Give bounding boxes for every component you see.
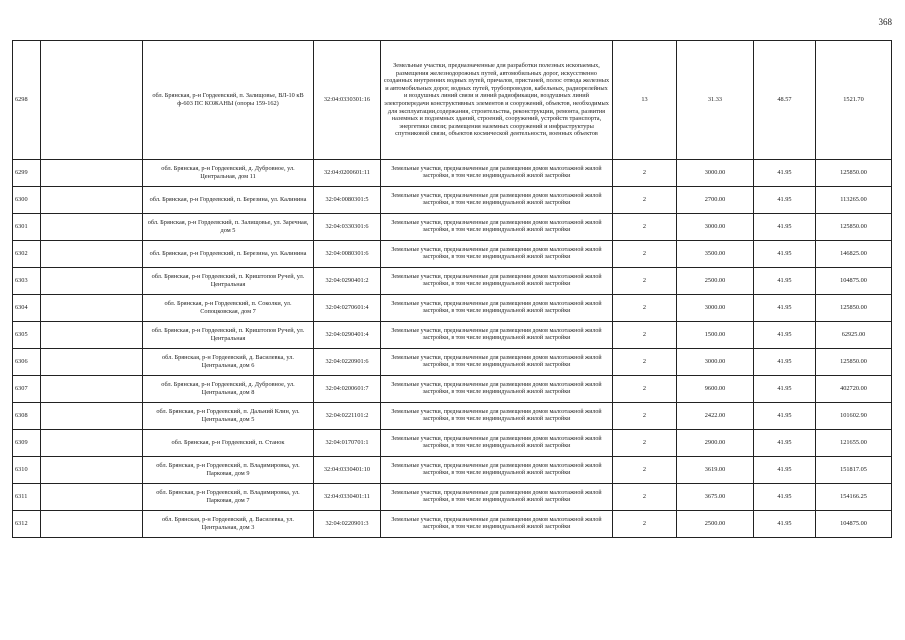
land-registry-table <box>12 40 892 538</box>
cell-address: обл. Брянская, р-н Гордеевский, д. Василевка, ул. Центральная, дом 3 <box>143 511 314 538</box>
cell-cadastral-value: 113265.00 <box>816 187 892 214</box>
cell-specific-value: 41.95 <box>754 241 816 268</box>
cell-cadastral-value: 125850.00 <box>816 214 892 241</box>
cell-cadastral-number: 32:04:0330401:11 <box>314 484 381 511</box>
cell-area: 2900.00 <box>677 430 754 457</box>
cell-cadastral-value: 104875.00 <box>816 268 892 295</box>
cell-record-number: 6309 <box>13 430 41 457</box>
cell-permitted-use: Земельные участки, предназначенные для размещения домов малоэтажной жилой застройки, в том числе индивидуальной жилой застройки <box>381 484 613 511</box>
table-row <box>13 511 892 538</box>
table-row <box>13 484 892 511</box>
cell-record-number: 6301 <box>13 214 41 241</box>
cell-address: обл. Брянская, р-н Гордеевский, п. Криштопов Ручей, ул. Центральная <box>143 322 314 349</box>
table-row <box>13 430 892 457</box>
cell-use-group-code: 2 <box>613 214 677 241</box>
cell-specific-value: 41.95 <box>754 295 816 322</box>
cell-cadastral-number: 32:04:0330301:6 <box>314 214 381 241</box>
cell-record-number: 6298 <box>13 41 41 160</box>
table-row <box>13 187 892 214</box>
table-row <box>13 268 892 295</box>
cell-address: обл. Брянская, р-н Гордеевский, п. Криштопов Ручей, ул. Центральная <box>143 268 314 295</box>
table-body <box>13 41 892 538</box>
cell-specific-value: 41.95 <box>754 484 816 511</box>
table-row <box>13 322 892 349</box>
cell-area: 3500.00 <box>677 241 754 268</box>
table-row <box>13 403 892 430</box>
cell-cadastral-value: 151817.05 <box>816 457 892 484</box>
cell-cadastral-number: 32:04:0080301:6 <box>314 241 381 268</box>
cell-record-number: 6311 <box>13 484 41 511</box>
cell-cadastral-number: 32:04:0330301:16 <box>314 41 381 160</box>
cell-cadastral-number: 32:04:0220901:6 <box>314 349 381 376</box>
cell-specific-value: 41.95 <box>754 322 816 349</box>
cell-specific-value: 41.95 <box>754 376 816 403</box>
cell-use-group-code: 2 <box>613 322 677 349</box>
cell-permitted-use: Земельные участки, предназначенные для размещения домов малоэтажной жилой застройки, в том числе индивидуальной жилой застройки <box>381 511 613 538</box>
table-row <box>13 160 892 187</box>
cell-empty <box>41 41 143 160</box>
cell-empty <box>41 403 143 430</box>
cell-address: обл. Брянская, р-н Гордеевский, п. Березина, ул. Калинина <box>143 241 314 268</box>
cell-empty <box>41 484 143 511</box>
cell-empty <box>41 349 143 376</box>
cell-cadastral-number: 32:04:0170701:1 <box>314 430 381 457</box>
cell-address: обл. Брянская, р-н Гордеевский, п. Березина, ул. Калинина <box>143 187 314 214</box>
cell-record-number: 6308 <box>13 403 41 430</box>
cell-cadastral-number: 32:04:0080301:5 <box>314 187 381 214</box>
cell-cadastral-value: 62925.00 <box>816 322 892 349</box>
cell-cadastral-number: 32:04:0220901:3 <box>314 511 381 538</box>
cell-address: обл. Брянская, р-н Гордеевский, п. Залищовье, ул. Заречная, дом 5 <box>143 214 314 241</box>
cell-use-group-code: 2 <box>613 376 677 403</box>
cell-cadastral-value: 121655.00 <box>816 430 892 457</box>
cell-specific-value: 41.95 <box>754 403 816 430</box>
cell-specific-value: 41.95 <box>754 268 816 295</box>
cell-permitted-use: Земельные участки, предназначенные для размещения домов малоэтажной жилой застройки, в том числе индивидуальной жилой застройки <box>381 160 613 187</box>
cell-empty <box>41 295 143 322</box>
cell-use-group-code: 2 <box>613 295 677 322</box>
cell-area: 2500.00 <box>677 511 754 538</box>
cell-permitted-use: Земельные участки, предназначенные для размещения домов малоэтажной жилой застройки, в том числе индивидуальной жилой застройки <box>381 295 613 322</box>
cell-cadastral-value: 125850.00 <box>816 349 892 376</box>
cell-cadastral-value: 154166.25 <box>816 484 892 511</box>
cell-cadastral-value: 125850.00 <box>816 295 892 322</box>
cell-cadastral-value: 125850.00 <box>816 160 892 187</box>
table-row <box>13 241 892 268</box>
cell-use-group-code: 2 <box>613 268 677 295</box>
cell-permitted-use: Земельные участки, предназначенные для размещения домов малоэтажной жилой застройки, в том числе индивидуальной жилой застройки <box>381 430 613 457</box>
cell-area: 2500.00 <box>677 268 754 295</box>
cell-area: 2422.00 <box>677 403 754 430</box>
cell-address: обл. Брянская, р-н Гордеевский, п. Владимировка, ул. Парковая, дом 7 <box>143 484 314 511</box>
cell-address: обл. Брянская, р-н Гордеевский, п. Соколки, ул. Сопоцковская, дом 7 <box>143 295 314 322</box>
cell-permitted-use: Земельные участки, предназначенные для размещения домов малоэтажной жилой застройки, в том числе индивидуальной жилой застройки <box>381 241 613 268</box>
cell-area: 1500.00 <box>677 322 754 349</box>
cell-specific-value: 41.95 <box>754 430 816 457</box>
cell-address: обл. Брянская, р-н Гордеевский, п. Залищовье, ВЛ-10 кВ ф-603 ПС КОЖАНЫ (опоры 159-162) <box>143 41 314 160</box>
table-row <box>13 457 892 484</box>
cell-area: 3000.00 <box>677 295 754 322</box>
cell-empty <box>41 160 143 187</box>
cell-cadastral-value: 101602.90 <box>816 403 892 430</box>
cell-specific-value: 41.95 <box>754 160 816 187</box>
cell-record-number: 6304 <box>13 295 41 322</box>
cell-empty <box>41 268 143 295</box>
cell-record-number: 6302 <box>13 241 41 268</box>
cell-permitted-use: Земельные участки, предназначенные для размещения домов малоэтажной жилой застройки, в том числе индивидуальной жилой застройки <box>381 268 613 295</box>
cell-empty <box>41 214 143 241</box>
cell-use-group-code: 2 <box>613 349 677 376</box>
cell-address: обл. Брянская, р-н Гордеевский, п. Владимировка, ул. Парковая, дом 9 <box>143 457 314 484</box>
cell-address: обл. Брянская, р-н Гордеевский, д. Дубровное, ул. Центральная, дом 11 <box>143 160 314 187</box>
cell-record-number: 6306 <box>13 349 41 376</box>
cell-specific-value: 48.57 <box>754 41 816 160</box>
cell-cadastral-number: 32:04:0200601:7 <box>314 376 381 403</box>
cell-address: обл. Брянская, р-н Гордеевский, п. Дальний Клин, ул. Центральная, дом 5 <box>143 403 314 430</box>
table-row <box>13 214 892 241</box>
cell-permitted-use: Земельные участки, предназначенные для размещения домов малоэтажной жилой застройки, в том числе индивидуальной жилой застройки <box>381 322 613 349</box>
cell-empty <box>41 457 143 484</box>
cell-empty <box>41 376 143 403</box>
cell-area: 2700.00 <box>677 187 754 214</box>
cell-cadastral-number: 32:04:0330401:10 <box>314 457 381 484</box>
cell-area: 9600.00 <box>677 376 754 403</box>
cell-empty <box>41 187 143 214</box>
cell-address: обл. Брянская, р-н Гордеевский, д. Василевка, ул. Центральная, дом 6 <box>143 349 314 376</box>
cell-use-group-code: 13 <box>613 41 677 160</box>
cell-specific-value: 41.95 <box>754 187 816 214</box>
cell-cadastral-value: 1521.70 <box>816 41 892 160</box>
cell-cadastral-number: 32:04:0270601:4 <box>314 295 381 322</box>
cell-empty <box>41 322 143 349</box>
cell-area: 3619.00 <box>677 457 754 484</box>
cell-area: 3000.00 <box>677 160 754 187</box>
cell-use-group-code: 2 <box>613 241 677 268</box>
cell-specific-value: 41.95 <box>754 457 816 484</box>
cell-address: обл. Брянская, р-н Гордеевский, п. Станок <box>143 430 314 457</box>
cell-permitted-use: Земельные участки, предназначенные для разработки полезных ископаемых, размещения железнодорожных путей, автомобильных дорог, искусственно созданных внутренних водных путей, причалов, пристаней, полос отвода железных и автомобильных дорог, водных путей, трубопроводов, кабельных, радиорелейных и воздушных линий связи и линий радиофикации, воздушных линий электропередачи конструктивных элементов и сооружений, объектов, необходимых для эксплуатации,содержания, строительства, реконструкции, ремонта, развития наземных и подземных зданий, строений, сооружений, устройств транспорта, энергетики связи; размещения наземных сооружений и инфраструктуры спутниковой связи, объектов космической деятельности, военных объектов <box>381 41 613 160</box>
table-row <box>13 295 892 322</box>
cell-empty <box>41 511 143 538</box>
cell-use-group-code: 2 <box>613 403 677 430</box>
table-row <box>13 376 892 403</box>
cell-record-number: 6299 <box>13 160 41 187</box>
cell-area: 3675.00 <box>677 484 754 511</box>
cell-record-number: 6303 <box>13 268 41 295</box>
cell-cadastral-value: 104875.00 <box>816 511 892 538</box>
cell-cadastral-number: 32:04:0290401:4 <box>314 322 381 349</box>
cell-use-group-code: 2 <box>613 484 677 511</box>
cell-area: 3000.00 <box>677 214 754 241</box>
cell-cadastral-value: 146825.00 <box>816 241 892 268</box>
cell-record-number: 6300 <box>13 187 41 214</box>
cell-permitted-use: Земельные участки, предназначенные для размещения домов малоэтажной жилой застройки, в том числе индивидуальной жилой застройки <box>381 214 613 241</box>
cell-specific-value: 41.95 <box>754 214 816 241</box>
cell-permitted-use: Земельные участки, предназначенные для размещения домов малоэтажной жилой застройки, в том числе индивидуальной жилой застройки <box>381 376 613 403</box>
cell-specific-value: 41.95 <box>754 511 816 538</box>
cell-cadastral-number: 32:04:0200601:11 <box>314 160 381 187</box>
cell-specific-value: 41.95 <box>754 349 816 376</box>
cell-empty <box>41 430 143 457</box>
cell-use-group-code: 2 <box>613 187 677 214</box>
cell-permitted-use: Земельные участки, предназначенные для размещения домов малоэтажной жилой застройки, в том числе индивидуальной жилой застройки <box>381 403 613 430</box>
cell-record-number: 6312 <box>13 511 41 538</box>
cell-use-group-code: 2 <box>613 457 677 484</box>
cell-area: 3000.00 <box>677 349 754 376</box>
page-number: 368 <box>878 17 892 27</box>
table-row <box>13 349 892 376</box>
cell-permitted-use: Земельные участки, предназначенные для размещения домов малоэтажной жилой застройки, в том числе индивидуальной жилой застройки <box>381 457 613 484</box>
cell-use-group-code: 2 <box>613 160 677 187</box>
cell-record-number: 6307 <box>13 376 41 403</box>
table-row <box>13 41 892 160</box>
cell-record-number: 6310 <box>13 457 41 484</box>
cell-permitted-use: Земельные участки, предназначенные для размещения домов малоэтажной жилой застройки, в том числе индивидуальной жилой застройки <box>381 349 613 376</box>
cell-permitted-use: Земельные участки, предназначенные для размещения домов малоэтажной жилой застройки, в том числе индивидуальной жилой застройки <box>381 187 613 214</box>
cell-cadastral-value: 402720.00 <box>816 376 892 403</box>
cell-empty <box>41 241 143 268</box>
cell-use-group-code: 2 <box>613 511 677 538</box>
cell-area: 31.33 <box>677 41 754 160</box>
cell-address: обл. Брянская, р-н Гордеевский, д. Дубровное, ул. Центральная, дом 8 <box>143 376 314 403</box>
cell-cadastral-number: 32:04:0290401:2 <box>314 268 381 295</box>
cell-cadastral-number: 32:04:0221101:2 <box>314 403 381 430</box>
cell-use-group-code: 2 <box>613 430 677 457</box>
cell-record-number: 6305 <box>13 322 41 349</box>
